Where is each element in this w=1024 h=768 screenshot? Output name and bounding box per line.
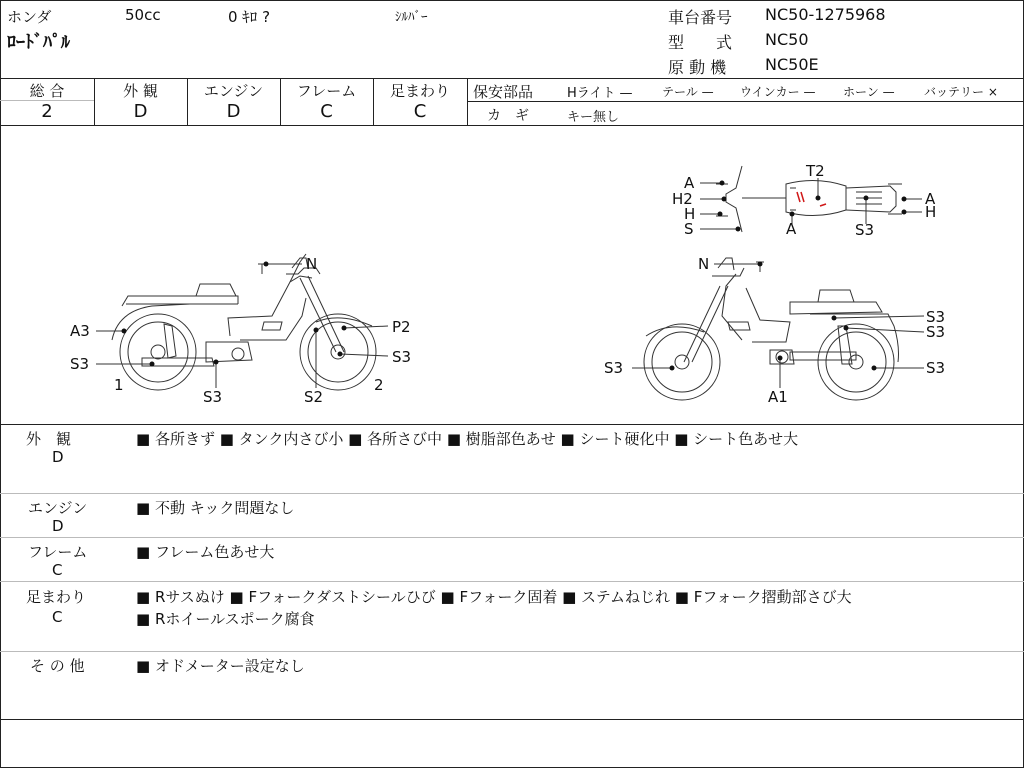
safety-taillight: テール —	[662, 85, 714, 99]
section-suspension-label: 足まわり	[26, 588, 87, 606]
diagram-label: A	[684, 174, 695, 192]
left-side-bike	[112, 254, 376, 390]
diagram-label: S3	[855, 221, 875, 239]
diagram-label: A3	[70, 322, 90, 340]
diagram-label: S3	[926, 308, 946, 326]
diagram-label: A	[925, 190, 936, 208]
maker: ホンダ	[7, 8, 52, 26]
section-frame-note: ■ フレーム色あせ大	[136, 543, 275, 561]
section-suspension-note: ■ Rホイールスポーク腐食	[136, 610, 315, 628]
diagram-label: N	[698, 255, 710, 273]
section-suspension-grade: C	[52, 608, 63, 626]
frame-no: NC50-1275968	[765, 5, 886, 24]
diagram-label: H	[925, 203, 937, 221]
grade-exterior-label: 外 観	[123, 82, 158, 100]
diagram-label: H2	[672, 190, 693, 208]
diagram-label: S	[684, 220, 694, 238]
diagram-label: S3	[926, 359, 946, 377]
diagram-label: 1	[114, 376, 124, 394]
diagram-label: S3	[926, 323, 946, 341]
diagram-label: A1	[768, 388, 788, 406]
diagram-label: S2	[304, 388, 324, 406]
section-exterior-label: 外 観	[26, 430, 72, 448]
safety-horn: ホーン —	[843, 85, 895, 99]
displacement: 50cc	[125, 6, 161, 24]
engine-value: NC50E	[765, 55, 819, 74]
diagram-label: S3	[392, 348, 412, 366]
section-frame-label: フレーム	[28, 543, 88, 561]
diagram-label: S3	[604, 359, 624, 377]
engine-label: 原 動 機	[668, 58, 727, 77]
diagram-label: T2	[806, 162, 825, 180]
diagram-label: H	[684, 205, 696, 223]
diagram-label: S3	[203, 388, 223, 406]
section-frame-grade: C	[52, 561, 63, 579]
grade-frame-value: C	[320, 101, 333, 122]
section-other-note: ■ オドメーター設定なし	[136, 657, 305, 675]
grade-overall-value: 2	[41, 101, 53, 122]
section-exterior-note: ■ 各所きず ■ タンク内さび小 ■ 各所さび中 ■ 樹脂部色あせ ■ シート硬化中 ■ シート色あせ大	[136, 430, 799, 448]
grade-suspension-value: C	[413, 101, 427, 122]
section-engine-label: エンジン	[28, 499, 88, 517]
damage-diagram	[0, 126, 1024, 424]
section-other-label: そ の 他	[30, 657, 85, 675]
frame-no-label: 車台番号	[668, 8, 733, 27]
diagram-label: P2	[392, 318, 411, 336]
type-label: 型 式	[668, 33, 733, 52]
grade-overall-label: 総 合	[29, 82, 65, 100]
key-value: キー無し	[567, 110, 620, 125]
right-leader-lines	[632, 264, 924, 388]
grade-suspension-label: 足まわり	[389, 82, 450, 100]
diagram-label: S3	[70, 355, 90, 373]
section-exterior-grade: D	[52, 448, 64, 466]
safety-headlight: Hライト —	[567, 86, 633, 101]
safety-label: 保安部品	[473, 83, 534, 101]
section-engine-note: ■ 不動 キック問題なし	[136, 499, 295, 517]
model-name: ﾛｰﾄﾞﾊﾟﾙ	[7, 32, 70, 53]
grade-frame-label: フレーム	[296, 82, 357, 100]
grade-engine-value: D	[226, 101, 241, 122]
safety-winker: ウインカー —	[740, 85, 816, 99]
grade-exterior-value: D	[133, 101, 148, 122]
diagram-label: A	[786, 220, 797, 238]
safety-battery: バッテリー ×	[924, 85, 998, 99]
grade-engine-label: エンジン	[203, 82, 264, 100]
scratch-marks	[797, 192, 826, 206]
mileage: 0 ｷﾛ ?	[228, 8, 271, 26]
divider	[0, 78, 1024, 79]
color: ｼﾙﾊﾞｰ	[395, 10, 428, 25]
diagram-label: N	[306, 255, 318, 273]
key-label: カ ギ	[487, 108, 529, 124]
section-engine-grade: D	[52, 517, 64, 535]
diagram-label: 2	[374, 376, 384, 394]
type-value: NC50	[765, 30, 809, 49]
section-suspension-note: ■ Rサスぬけ ■ Fフォークダストシールひび ■ Fフォーク固着 ■ ステムねじれ ■ Fフォーク摺動部さび大	[136, 588, 852, 606]
